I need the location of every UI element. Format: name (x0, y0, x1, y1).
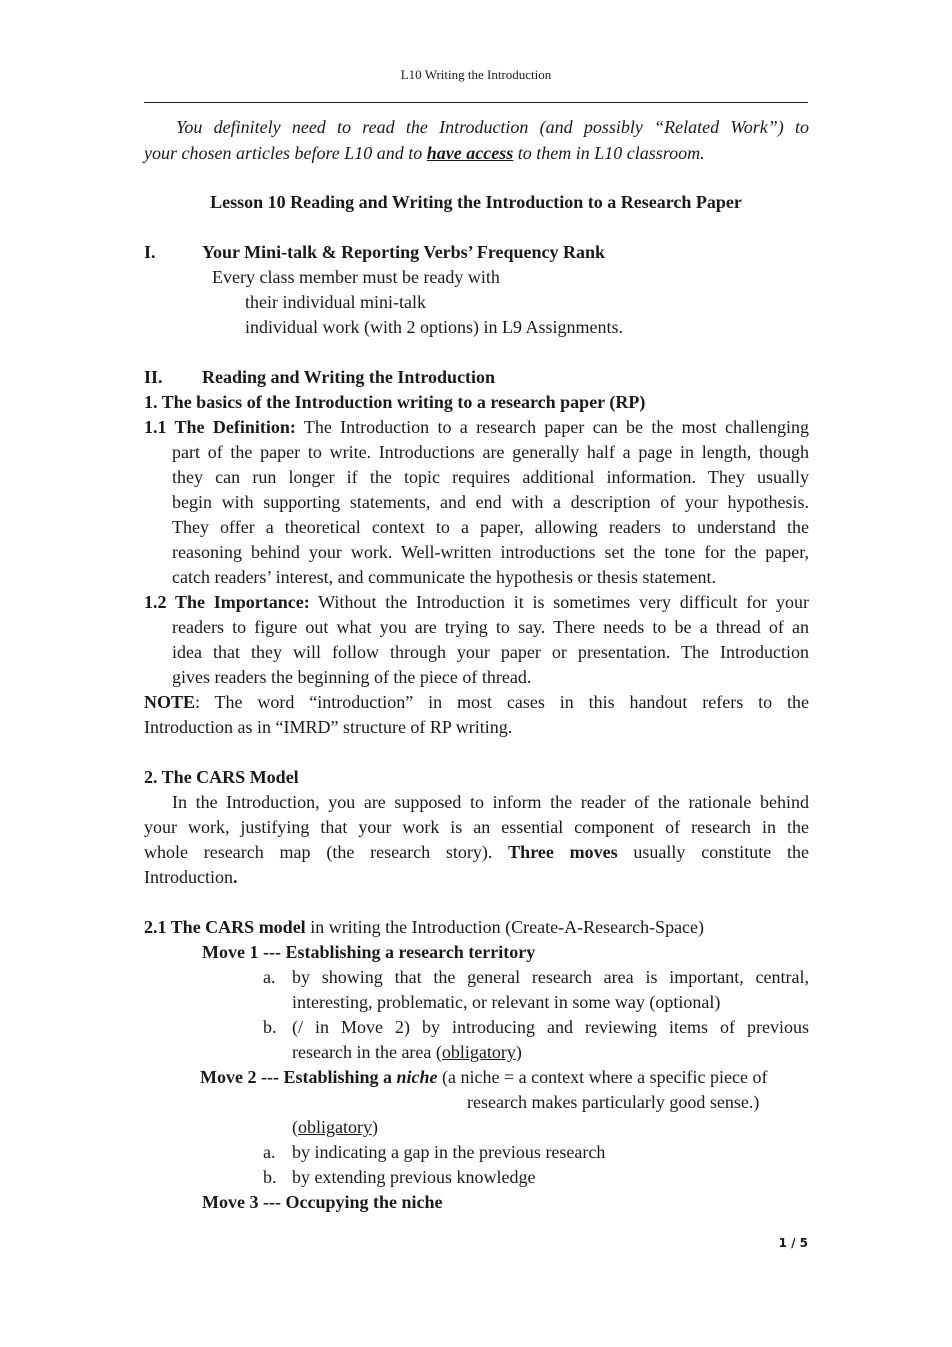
move-2-line-2: research makes particularly good sense.) (467, 1092, 760, 1112)
cars-paragraph-period: . (232, 867, 238, 887)
cars-paragraph-word: Introduction (144, 867, 233, 887)
niche-emphasis: niche (396, 1067, 438, 1087)
header-rule (144, 102, 808, 103)
section-1-line-3: individual work (with 2 options) in L9 Assignments. (245, 317, 623, 337)
section-2-number: II. (144, 367, 163, 387)
section-1-number: I. (144, 242, 156, 262)
cars-paragraph-text-end: usually constitute the (617, 842, 809, 862)
importance-line-3: idea that they will follow through your paper or presentation. The Introduction (172, 642, 809, 662)
intro-note-text-end: to them in L10 classroom. (513, 143, 705, 163)
intro-note-line-2 (144, 141, 705, 166)
cars-paragraph-line-2: your work, justifying that your work is an essential component of research in the (144, 817, 809, 837)
subsection-2-1-text: in writing the Introduction (Create-A-Research-Space) (305, 917, 705, 937)
move-2-b-text: by extending previous knowledge (292, 1167, 536, 1187)
paren-open: ( (292, 1117, 298, 1137)
section-2-heading: Reading and Writing the Introduction (202, 367, 496, 387)
definition-label: 1.1 The Definition: (144, 417, 296, 437)
note-line-1 (144, 690, 809, 715)
definition-line-1 (144, 415, 809, 440)
cars-paragraph-line-1: In the Introduction, you are supposed to inform the reader of the rationale behind (172, 792, 809, 812)
paren-close: ) (372, 1117, 378, 1137)
definition-line-6: reasoning behind your work. Well-written introductions set the tone for the paper, (172, 542, 809, 562)
move-1-b-line-2 (292, 1040, 522, 1065)
section-1-line-1: Every class member must be ready with (212, 267, 500, 287)
cars-heading: 2. The CARS Model (144, 767, 299, 787)
move-1-b-marker: b. (263, 1017, 277, 1037)
move-2-a-text: by indicating a gap in the previous research (292, 1142, 606, 1162)
intro-note-text: your chosen articles before L10 and to (144, 143, 427, 163)
move-2-heading (200, 1065, 768, 1090)
definition-line-5: They offer a theoretical context to a paper, allowing readers to understand the (172, 517, 809, 537)
importance-text: Without the Introduction it is sometimes very difficult for your (309, 592, 809, 612)
move-1-b-line-1: (/ in Move 2) by introducing and reviewing items of previous (292, 1017, 809, 1037)
move-2-line-3 (292, 1115, 378, 1140)
definition-line-2: part of the paper to write. Introductions are generally half a page in length, though (172, 442, 809, 462)
definition-line-3: they can run longer if the topic requires additional information. They usually (172, 467, 809, 487)
move-2-definition: (a niche = a context where a specific piece of (437, 1067, 768, 1087)
importance-line-4: gives readers the beginning of the piece of thread. (172, 667, 532, 687)
note-label: NOTE (144, 692, 196, 712)
cars-paragraph-line-4 (144, 865, 237, 890)
move-1-a-marker: a. (263, 967, 276, 987)
move-1-heading: Move 1 --- Establishing a research territory (202, 942, 536, 962)
definition-line-4: begin with supporting statements, and end with a description of your hypothesis. (172, 492, 809, 512)
move-1-b-text: research in the area ( (292, 1042, 442, 1062)
intro-note-line-1: You definitely need to read the Introduction (and possibly “Related Work”) to (176, 117, 809, 137)
importance-line-1 (144, 590, 809, 615)
move-1-b-text-end: ) (515, 1042, 522, 1062)
subsection-2-1 (144, 915, 704, 940)
three-moves-emphasis: Three moves (508, 842, 618, 862)
move-3-heading: Move 3 --- Occupying the niche (202, 1192, 443, 1212)
definition-text: The Introduction to a research paper can be the most challenging (295, 417, 809, 437)
definition-line-7: catch readers’ interest, and communicate the hypothesis or thesis statement. (172, 567, 716, 587)
move-1-a-line-2: interesting, problematic, or relevant in some way (optional) (292, 992, 721, 1012)
move-2-label: Move 2 --- Establishing a (200, 1067, 397, 1087)
section-1-line-2: their individual mini-talk (245, 292, 426, 312)
note-line-2: Introduction as in “IMRD” structure of RP writing. (144, 717, 513, 737)
importance-line-2: readers to figure out what you are trying to say. There needs to be a thread of an (172, 617, 809, 637)
subsection-2-1-label: 2.1 The CARS model (144, 917, 306, 937)
section-1-heading: Your Mini-talk & Reporting Verbs’ Frequency Rank (202, 242, 606, 262)
move-2-a-marker: a. (263, 1142, 276, 1162)
move-2-b-marker: b. (263, 1167, 277, 1187)
page-number: 1 / 5 (778, 1236, 808, 1250)
importance-label: 1.2 The Importance: (144, 592, 310, 612)
move-1-a-line-1: by showing that the general research area is important, central, (292, 967, 809, 987)
lesson-title: Lesson 10 Reading and Writing the Introduction to a Research Paper (210, 192, 742, 212)
intro-note-emphasis: have access (426, 143, 514, 163)
obligatory-label: obligatory (298, 1117, 372, 1137)
running-header: L10 Writing the Introduction (400, 67, 552, 82)
cars-paragraph-line-3 (144, 840, 809, 865)
note-text: : The word “introduction” in most cases in this handout refers to the (195, 692, 809, 712)
cars-paragraph-text: whole research map (the research story). (144, 842, 509, 862)
subsection-1-heading: 1. The basics of the Introduction writing to a research paper (RP) (144, 392, 646, 412)
obligatory-label: obligatory (441, 1042, 516, 1062)
